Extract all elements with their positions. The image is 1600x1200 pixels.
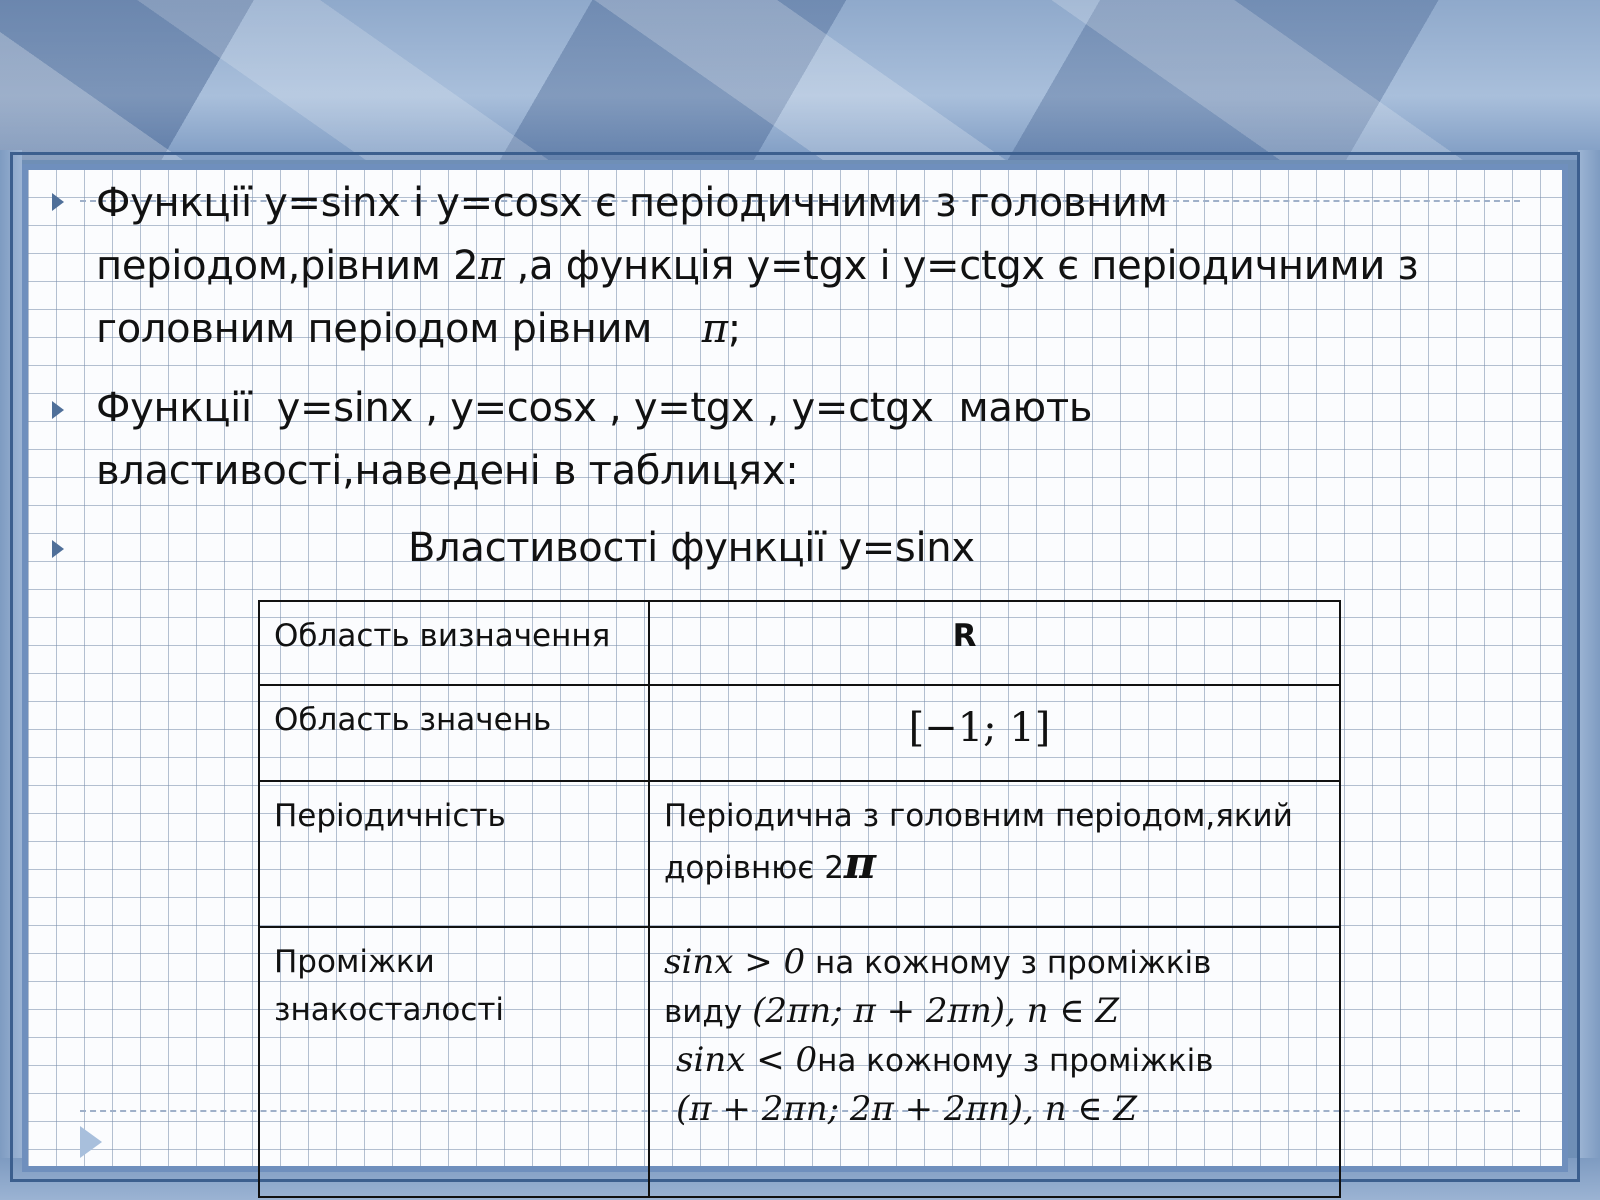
- bullet-2-line-1: Функції y=sinx , y=cosx , y=tgx , y=ctgx мають: [96, 385, 1093, 431]
- row-label: Періодичність: [259, 781, 649, 927]
- periodicity-line-1: Періодична з головним періодом,який: [664, 798, 1293, 834]
- positive-interval-line: [664, 987, 1325, 1036]
- bullet-1-line-2: [96, 235, 1418, 298]
- positive-text: на кожному з проміжків: [805, 945, 1212, 981]
- triangle-bullet-icon: [52, 193, 64, 211]
- pi-symbol: π: [701, 306, 728, 352]
- bullet-1-line-2-end: ,а функція y=tgx і y=ctgx є періодичними з: [504, 243, 1419, 289]
- sign-label-line-2: знакосталості: [274, 992, 505, 1028]
- table-row: [259, 927, 1340, 1197]
- pi-symbol: π: [843, 838, 877, 889]
- positive-text-2: виду: [664, 994, 753, 1030]
- row-label: Область визначення: [259, 601, 649, 685]
- bullet-2-text: [96, 377, 1092, 503]
- next-slide-arrow-icon[interactable]: [80, 1126, 102, 1158]
- bullet-2-line-2: властивості,наведені в таблицях:: [96, 448, 799, 494]
- pi-symbol: π: [478, 243, 505, 289]
- periodicity-text: дорівнює 2: [664, 850, 844, 886]
- row-value: [649, 601, 1340, 685]
- positive-line: [664, 938, 1325, 987]
- row-value: [649, 685, 1340, 781]
- row-value: [649, 927, 1340, 1197]
- positive-interval: (2πn; π + 2πn), n ∈ Z: [752, 991, 1119, 1031]
- decorative-header-band: [0, 0, 1600, 160]
- table-title: Властивості функції y=sinx: [408, 525, 975, 571]
- sinx-properties-table: [258, 600, 1341, 1198]
- bullet-1-line-3-start: головним періодом рівним: [96, 306, 702, 352]
- row-label: Область значень: [259, 685, 649, 781]
- negative-interval-line: [664, 1085, 1325, 1134]
- decorative-right-band: [1578, 150, 1600, 1200]
- negative-line: [664, 1036, 1325, 1085]
- triangle-bullet-icon: [52, 401, 64, 419]
- negative-interval: (π + 2πn; 2π + 2πn), n ∈ Z: [676, 1089, 1137, 1129]
- triangle-bullet-icon: [52, 540, 64, 558]
- row-value: [649, 781, 1340, 927]
- negative-condition: sinx < 0: [676, 1040, 818, 1080]
- bullet-1-line-3: [96, 298, 1418, 361]
- row-label: [259, 927, 649, 1197]
- range-value: [−1; 1]: [908, 705, 1051, 751]
- table-row: [259, 601, 1340, 685]
- domain-value: R: [952, 618, 977, 654]
- sign-label-line-1: Проміжки: [274, 944, 435, 980]
- bullet-1-text: [96, 172, 1418, 361]
- positive-condition: sinx > 0: [664, 942, 806, 982]
- periodicity-line-2: [664, 840, 1325, 892]
- table-row: [259, 781, 1340, 927]
- negative-text: на кожному з проміжків: [817, 1043, 1214, 1079]
- bullet-1-line-1: Функції y=sinx і y=cosx є періодичними з головним: [96, 180, 1168, 226]
- bullet-1-line-2-start: періодом,рівним 2: [96, 243, 479, 289]
- table-row: [259, 685, 1340, 781]
- bullet-1-line-3-end: ;: [727, 306, 741, 352]
